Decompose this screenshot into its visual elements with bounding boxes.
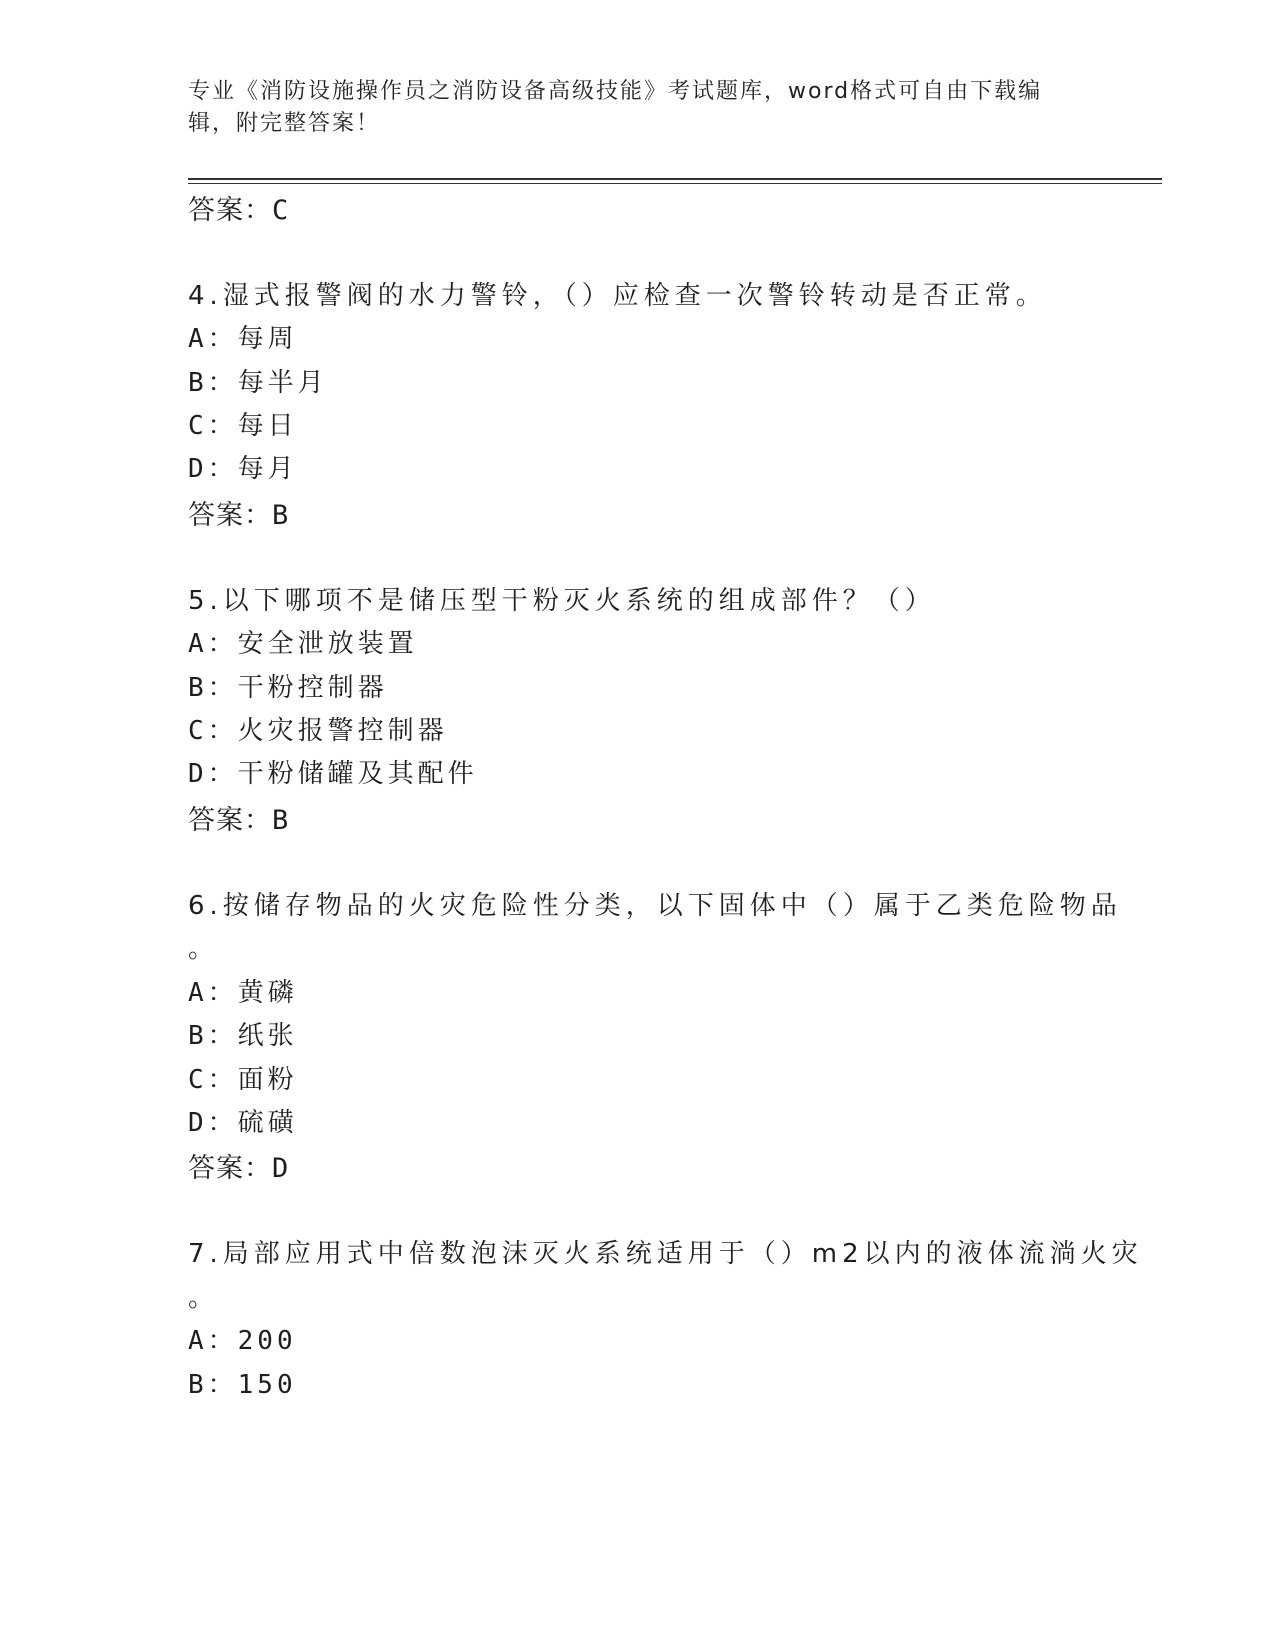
- option-b: B：150: [188, 1370, 297, 1400]
- answer-line: [188, 798, 289, 837]
- option-b: B：每半月: [188, 368, 328, 398]
- option-a: A：安全泄放装置: [188, 629, 418, 659]
- option-b: B：纸张: [188, 1021, 298, 1051]
- header-line-2: 辑，附完整答案！: [188, 111, 381, 136]
- option-a: A：200: [188, 1326, 297, 1356]
- answer-key: C: [272, 195, 290, 226]
- option-b: B：干粉控制器: [188, 673, 388, 703]
- header-line-1: 专业《消防设施操作员之消防设备高级技能》考试题库，word格式可自由下载编: [188, 79, 1043, 104]
- answer-label: 答案：: [188, 500, 272, 531]
- option-d: D：硫磺: [188, 1108, 298, 1138]
- option-c: C：每日: [188, 411, 298, 441]
- question-text-continuation: 。: [188, 934, 220, 964]
- option-a: A：黄磷: [188, 978, 298, 1008]
- answer-key: B: [272, 500, 290, 531]
- answer-label: 答案：: [188, 195, 272, 226]
- option-a: A：每周: [188, 324, 298, 354]
- option-d: D：干粉储罐及其配件: [188, 759, 478, 789]
- option-d: D：每月: [188, 454, 298, 484]
- answer-key: D: [272, 1153, 290, 1184]
- header-rule-thick: [188, 178, 1162, 180]
- question-text: 7.局部应用式中倍数泡沫灭火系统适用于（）m2以内的液体流淌火灾: [188, 1239, 1143, 1269]
- question-text-continuation: 。: [188, 1283, 220, 1313]
- answer-key: B: [272, 805, 290, 836]
- question-text: 5.以下哪项不是储压型干粉灭火系统的组成部件？（）: [188, 586, 936, 616]
- answer-line: [188, 188, 289, 227]
- answer-line: [188, 493, 289, 532]
- question-text: 4.湿式报警阀的水力警铃，（）应检查一次警铃转动是否正常。: [188, 281, 1047, 311]
- question-text: 6.按储存物品的火灾危险性分类，以下固体中（）属于乙类危险物品: [188, 891, 1122, 921]
- answer-label: 答案：: [188, 1153, 272, 1184]
- option-c: C：火灾报警控制器: [188, 716, 448, 746]
- answer-label: 答案：: [188, 805, 272, 836]
- answer-line: [188, 1146, 289, 1185]
- document-header: [188, 76, 1078, 140]
- option-c: C：面粉: [188, 1065, 298, 1095]
- header-rule-thin: [188, 183, 1162, 184]
